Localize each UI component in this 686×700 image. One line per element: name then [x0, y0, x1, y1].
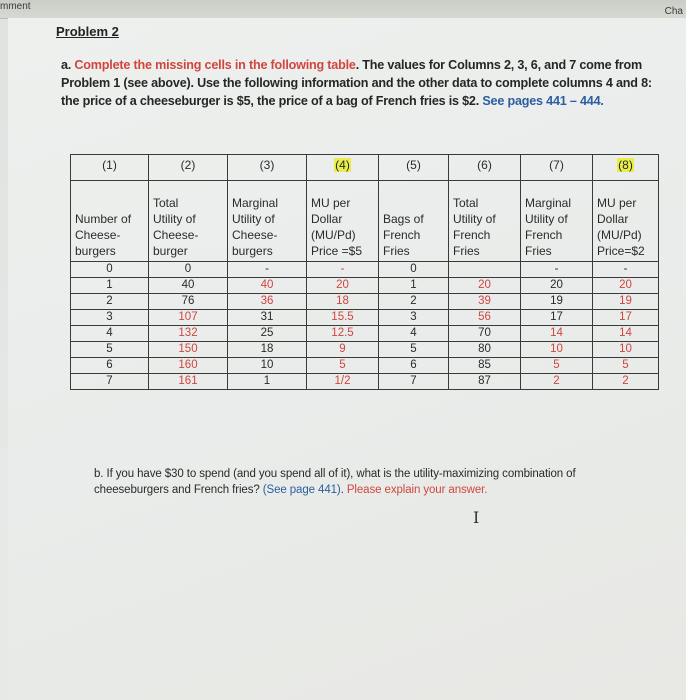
column-header-line: Marginal — [525, 196, 572, 210]
table-row — [71, 278, 659, 294]
column-header-line: French — [383, 228, 421, 242]
column-header — [521, 181, 593, 262]
table-cell[interactable]: 1 — [379, 278, 449, 294]
column-header — [71, 181, 149, 262]
column-header-line: Utility of — [153, 212, 196, 226]
table-cell[interactable]: 18 — [228, 342, 307, 358]
table-cell[interactable]: 2 — [379, 294, 449, 310]
table-cell[interactable]: 5 — [307, 358, 379, 374]
app-toolbar — [0, 0, 686, 19]
table-cell[interactable]: 5 — [379, 342, 449, 358]
table-cell[interactable]: 15.5 — [307, 310, 379, 326]
column-header-line: Utility of — [525, 212, 568, 226]
part-b-page-reference: (See page 441) — [262, 484, 341, 496]
column-header — [593, 181, 659, 262]
part-b-question — [94, 466, 614, 498]
column-header-line: burgers — [232, 244, 273, 258]
table-cell[interactable]: 18 — [307, 294, 379, 310]
table-row — [71, 326, 659, 342]
column-header-line: French — [453, 228, 491, 242]
column-header — [149, 181, 228, 262]
part-a-page-reference: See pages 441 – 444. — [482, 94, 604, 108]
table-cell[interactable]: 7 — [379, 374, 449, 390]
column-header-line: Bags of — [383, 212, 424, 226]
header-row — [71, 181, 659, 262]
column-number-cell — [228, 155, 307, 181]
table-cell[interactable]: 2 — [71, 294, 149, 310]
column-number-cell — [379, 155, 449, 181]
table-cell[interactable]: 2 — [593, 374, 659, 390]
table-cell[interactable]: 19 — [521, 294, 593, 310]
column-number-row — [71, 155, 659, 181]
column-header-line: Cheese- — [75, 228, 121, 242]
column-number: (7) — [549, 158, 564, 172]
table-row — [71, 294, 659, 310]
part-a-prefix: a. — [61, 58, 75, 72]
table-cell[interactable]: 2 — [521, 374, 593, 390]
column-header — [379, 181, 449, 262]
table-cell[interactable]: 0 — [379, 262, 449, 278]
column-number: (3) — [259, 158, 275, 172]
column-number: (8) — [618, 158, 633, 172]
column-header-line: Total — [153, 196, 179, 210]
table-row — [71, 342, 659, 358]
part-a-body: . The values for Columns 2, 3, 6, and 7 come from Problem 1 (see above). Use the following information and the other data to complete columns 4 and 8: the price of a cheeseburger is $5, the price of a bag of French fries is $2. — [61, 58, 652, 108]
table-cell[interactable]: 107 — [149, 310, 228, 326]
part-b-separator: . — [340, 484, 347, 496]
column-header-line: Fries — [383, 244, 410, 258]
column-header — [307, 181, 379, 262]
part-a-instructions — [61, 56, 661, 110]
table-cell[interactable]: 10 — [521, 342, 593, 358]
column-header — [449, 181, 521, 262]
table-cell[interactable]: 17 — [593, 310, 659, 326]
column-number-cell — [449, 155, 521, 181]
table-cell[interactable]: 36 — [228, 294, 307, 310]
column-header-line: Dollar — [311, 212, 343, 226]
column-header-line: Marginal — [232, 196, 279, 210]
table-cell[interactable]: 12.5 — [307, 326, 379, 342]
table-cell[interactable]: 150 — [149, 342, 228, 358]
column-header-line: Cheese- — [153, 228, 199, 242]
part-b-red-text: Please explain your answer. — [346, 484, 488, 496]
table-cell[interactable]: 9 — [307, 342, 379, 358]
table-cell[interactable]: 70 — [449, 326, 521, 342]
table-cell[interactable]: 31 — [228, 310, 307, 326]
table-cell[interactable]: 14 — [593, 326, 659, 342]
toolbar-label-char[interactable]: Cha — [664, 6, 683, 17]
table-cell[interactable]: 20 — [593, 278, 659, 294]
table-cell[interactable] — [449, 262, 521, 278]
column-header-line: Total — [453, 196, 479, 210]
column-number: (1) — [102, 158, 117, 172]
column-header-line: Number of — [75, 212, 132, 226]
column-header-line: burger — [153, 244, 188, 258]
column-number: (6) — [477, 158, 492, 172]
table-cell[interactable]: 85 — [449, 358, 521, 374]
table-cell[interactable]: 20 — [521, 278, 593, 294]
table-cell[interactable]: 4 — [379, 326, 449, 342]
table-cell[interactable]: - — [228, 262, 307, 278]
table-cell[interactable]: 1 — [71, 278, 149, 294]
table-cell[interactable]: 0 — [149, 262, 228, 278]
column-header-line: (MU/Pd) — [311, 228, 356, 242]
table-cell[interactable]: - — [521, 262, 593, 278]
column-number-cell — [71, 155, 149, 181]
table-cell[interactable]: 132 — [149, 326, 228, 342]
column-number: (2) — [180, 158, 196, 172]
table-cell[interactable]: 20 — [449, 278, 521, 294]
table-cell[interactable]: 39 — [449, 294, 521, 310]
table-cell[interactable]: 20 — [307, 278, 379, 294]
table-cell[interactable]: 14 — [521, 326, 593, 342]
column-number: (5) — [406, 158, 421, 172]
column-header-line: Cheese- — [232, 228, 278, 242]
table-cell[interactable]: 80 — [449, 342, 521, 358]
column-header-line: Price=$2 — [597, 244, 645, 258]
part-b-body: b. If you have $30 to spend (and you spend all of it), what is the utility-maximizing combination of cheeseburgers and French fries? — [94, 468, 576, 496]
table-cell[interactable]: 87 — [449, 374, 521, 390]
column-header-line: Fries — [525, 244, 552, 258]
table-cell[interactable]: 3 — [71, 310, 149, 326]
column-header-line: burgers — [75, 244, 116, 258]
column-header-line: MU per — [597, 196, 637, 210]
table-cell[interactable]: 1/2 — [307, 374, 379, 390]
text-cursor-icon: I — [473, 508, 480, 527]
column-header-line: (MU/Pd) — [597, 228, 642, 242]
table-cell[interactable]: 3 — [379, 310, 449, 326]
table-cell[interactable]: 40 — [228, 278, 307, 294]
column-number-cell — [149, 155, 228, 181]
table-cell[interactable]: 40 — [149, 278, 228, 294]
table-cell[interactable]: 1 — [228, 374, 307, 390]
table-cell[interactable]: 17 — [521, 310, 593, 326]
problem-title: Problem 2 — [56, 24, 119, 39]
table-row — [71, 262, 659, 278]
column-header-line: Utility of — [453, 212, 496, 226]
table-cell[interactable]: 5 — [521, 358, 593, 374]
table-cell[interactable]: 4 — [71, 326, 149, 342]
column-header-line: Fries — [453, 244, 480, 258]
part-a-red-text: Complete the missing cells in the following table — [74, 58, 356, 72]
table-row — [71, 310, 659, 326]
table-cell[interactable]: 10 — [228, 358, 307, 374]
column-header — [228, 181, 307, 262]
table-cell[interactable]: 161 — [149, 374, 228, 390]
column-header-line: Dollar — [597, 212, 629, 226]
table-cell[interactable]: 6 — [379, 358, 449, 374]
column-number-cell — [593, 155, 659, 181]
column-header-line: French — [525, 228, 563, 242]
utility-table — [70, 154, 659, 390]
table-cell[interactable]: - — [593, 262, 659, 278]
table-cell[interactable]: 5 — [71, 342, 149, 358]
column-number-cell — [307, 155, 379, 181]
table-cell[interactable]: 160 — [149, 358, 228, 374]
table-cell[interactable]: 5 — [593, 358, 659, 374]
column-header-line: MU per — [311, 196, 351, 210]
table-cell[interactable]: 10 — [593, 342, 659, 358]
column-header-line: Price =$5 — [311, 244, 363, 258]
toolbar-label-comment[interactable]: mment — [0, 1, 31, 12]
column-number-cell — [521, 155, 593, 181]
table-cell[interactable]: 76 — [149, 294, 228, 310]
column-number: (4) — [335, 158, 350, 172]
table-row — [71, 358, 659, 374]
table-cell[interactable]: 7 — [71, 374, 149, 390]
table-cell[interactable]: - — [307, 262, 379, 278]
table-cell[interactable]: 25 — [228, 326, 307, 342]
table-cell[interactable]: 56 — [449, 310, 521, 326]
table-cell[interactable]: 0 — [71, 262, 149, 278]
table-cell[interactable]: 6 — [71, 358, 149, 374]
table-cell[interactable]: 19 — [593, 294, 659, 310]
column-header-line: Utility of — [232, 212, 275, 226]
table-row — [71, 374, 659, 390]
